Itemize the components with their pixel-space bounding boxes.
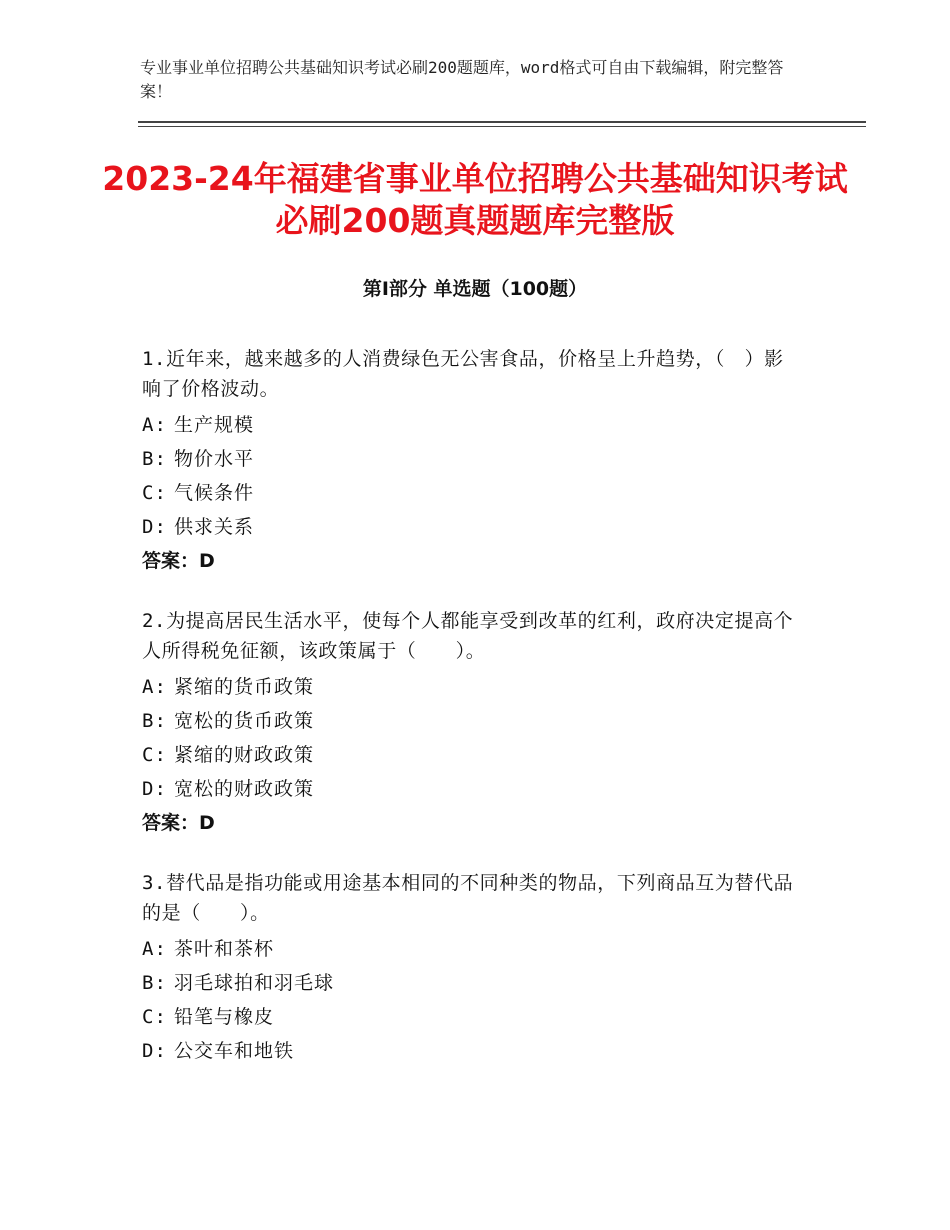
option-key: D: [142, 516, 167, 538]
header-note: 专业事业单位招聘公共基础知识考试必刷200题题库，word格式可自由下载编辑，附完整答案！ [140, 58, 784, 101]
answer-label: 答案：D [142, 812, 215, 834]
option-key: D: [142, 778, 167, 800]
option-key: D: [142, 1040, 167, 1062]
option-c [142, 1000, 797, 1034]
option-text: 宽松的货币政策 [174, 710, 315, 732]
question-3 [142, 868, 797, 1068]
option-key: A: [142, 938, 167, 960]
answer-label: 答案：D [142, 550, 215, 572]
option-c [142, 476, 797, 510]
option-d [142, 1034, 797, 1068]
option-key: B: [142, 972, 167, 994]
option-text: 茶叶和茶杯 [174, 938, 275, 960]
option-b [142, 442, 797, 476]
document-title: 2023-24年福建省事业单位招聘公共基础知识考试必刷200题真题题库完整版 [102, 159, 848, 240]
option-text: 物价水平 [174, 448, 255, 470]
question-2 [142, 606, 797, 840]
option-text: 紧缩的财政政策 [174, 744, 315, 766]
option-text: 紧缩的货币政策 [174, 676, 315, 698]
option-key: B: [142, 710, 167, 732]
option-key: C: [142, 482, 167, 504]
option-text: 公交车和地铁 [174, 1040, 295, 1062]
option-d [142, 772, 797, 806]
option-b [142, 966, 797, 1000]
option-key: A: [142, 414, 167, 436]
header-divider-thick [138, 121, 866, 123]
option-a [142, 932, 797, 966]
question-stem: 1.近年来，越来越多的人消费绿色无公害食品，价格呈上升趋势，（ ）影响了价格波动。 [142, 348, 784, 400]
option-text: 羽毛球拍和羽毛球 [174, 972, 335, 994]
option-c [142, 738, 797, 772]
header-divider-thin [138, 126, 866, 127]
option-a [142, 670, 797, 704]
question-stem: 3.替代品是指功能或用途基本相同的不同种类的物品，下列商品互为替代品的是（ ）。 [142, 872, 794, 924]
option-d [142, 510, 797, 544]
option-text: 气候条件 [174, 482, 255, 504]
option-key: C: [142, 744, 167, 766]
option-text: 铅笔与橡皮 [174, 1006, 275, 1028]
question-stem: 2.为提高居民生活水平，使每个人都能享受到改革的红利，政府决定提高个人所得税免征额，该政策属于（ ）。 [142, 610, 794, 662]
option-text: 宽松的财政政策 [174, 778, 315, 800]
question-list [142, 344, 797, 1096]
option-text: 生产规模 [174, 414, 255, 436]
option-text: 供求关系 [174, 516, 255, 538]
question-1 [142, 344, 797, 578]
option-key: B: [142, 448, 167, 470]
option-key: A: [142, 676, 167, 698]
option-a [142, 408, 797, 442]
section-title: 第Ⅰ部分 单选题（100题） [362, 278, 588, 300]
option-key: C: [142, 1006, 167, 1028]
option-b [142, 704, 797, 738]
